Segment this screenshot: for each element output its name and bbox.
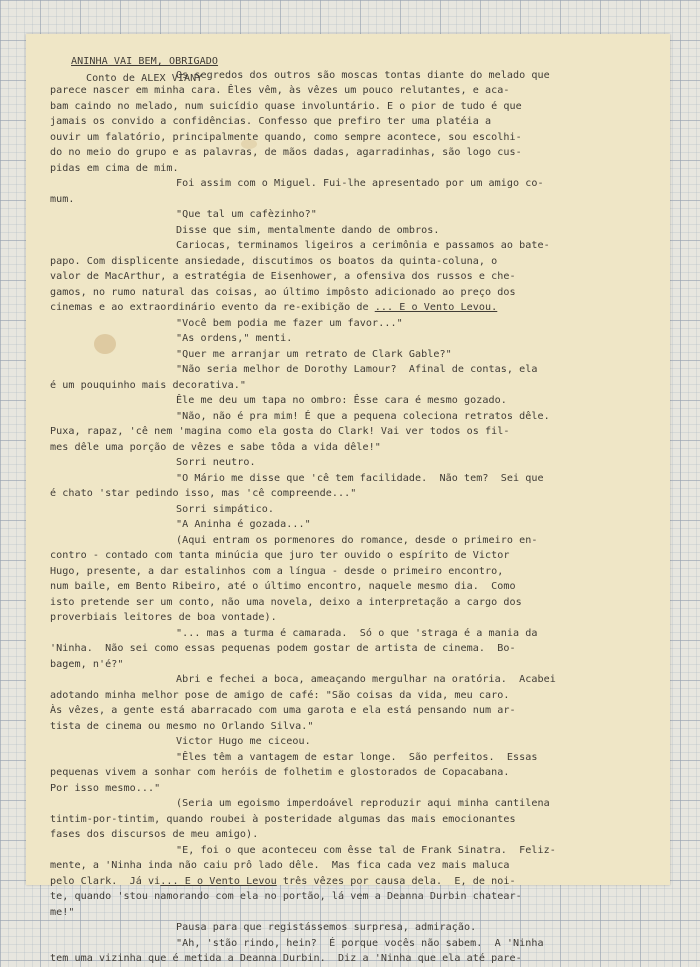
story-title: ANINHA VAI BEM, OBRIGADO [71,56,219,67]
text-line [176,347,452,363]
text-line [50,564,503,580]
text-line [50,486,356,502]
text-segment: "Quer me arranjar um retrato de Clark Gable?" [176,349,452,360]
text-line [50,595,522,611]
text-segment: Foi assim com o Miguel. Fui-lhe apresentado por um amigo co- [176,178,544,189]
text-line [50,905,75,921]
text-line [50,688,510,704]
text-line [50,719,313,735]
text-line [176,734,311,750]
text-line [50,812,516,828]
text-segment: "Não, não é pra mim! É que a pequena coleciona retratos dêle. [176,411,550,422]
text-line [176,796,550,812]
text-segment: cinemas e ao extraordinário evento da re-exibição de [50,302,375,313]
text-line [176,750,538,766]
text-segment: fases dos discursos de meu amigo). [50,829,259,840]
text-segment: tem uma vizinha que é metida a Deanna Durbin. Diz a 'Ninha que ela até pare- [50,953,522,964]
underlined-title: ... E o Vento Levou. [374,302,498,313]
text-segment: jamais os convido a confidências. Confesso que prefiro ter uma platéia a [50,116,492,127]
text-segment: "Você bem podia me fazer um favor..." [176,318,403,329]
typewritten-page [26,34,670,964]
text-line [50,548,510,564]
text-segment: Victor Hugo me ciceou. [176,736,311,747]
paper-stain [94,334,116,354]
text-segment: bagem, n'é?" [50,659,124,670]
text-segment: Puxa, rapaz, 'cê nem 'magina como ela gosta do Clark! Vai ver todos os fil- [50,426,510,437]
text-line [176,502,274,518]
text-line [176,68,550,84]
text-segment: "Que tal um cafèzinho?" [176,209,317,220]
text-segment: do no meio do grupo e as palavras, de mãos dadas, agarradinhas, são logo cus- [50,147,522,158]
text-line [50,99,522,115]
text-segment: Sorri simpático. [176,504,275,515]
text-segment: te, quando 'stou namorando com ela no portão, lá vem a Deanna Durbin chatear- [50,891,522,902]
text-line [176,843,556,859]
text-line [50,610,277,626]
text-segment: adotando minha melhor pose de amigo de café: "São coisas da vida, meu caro. [50,690,510,701]
text-segment: me!" [50,907,75,918]
text-line [176,207,317,223]
text-segment: três vêzes por causa dela. E, de noi- [276,876,516,887]
text-line [176,176,544,192]
text-segment: "... mas a turma é camarada. Só o que 'straga é a mania da [176,628,538,639]
story-byline: Conto de ALEX VIANY [86,73,203,84]
text-line [50,641,516,657]
text-segment: "Não seria melhor de Dorothy Lamour? Afinal de contas, ela [176,364,538,375]
text-line [50,657,124,673]
text-segment: "Ah, 'stão rindo, hein? É porque vocês não sabem. A 'Ninha [176,938,544,949]
text-line [50,827,258,843]
text-line [50,269,516,285]
text-line [176,238,550,254]
text-line [50,130,522,146]
text-line [50,424,510,440]
text-segment: "As ordens," menti. [176,333,293,344]
text-segment: papo. Com displicente ansiedade, discutimos os boatos da quinta-coluna, o [50,256,498,267]
text-segment: bam caindo no melado, num suicídio quase involuntário. E o pior de tudo é que [50,101,522,112]
text-line [176,672,556,688]
text-line [50,858,510,874]
text-line [50,781,160,797]
text-line [50,161,179,177]
text-line [50,192,75,208]
text-segment: isto pretende ser um conto, não uma novela, deixo a interpretação a cargo dos [50,597,522,608]
text-segment: é um pouquinho mais decorativa." [50,380,247,391]
text-line [50,889,522,905]
text-segment: pidas em cima de mim. [50,163,179,174]
text-segment: tista de cinema ou mesmo no Orlando Silva." [50,721,314,732]
text-line [50,300,497,316]
text-segment: (Seria um egoismo imperdoável reproduzir aqui minha cantilena [176,798,550,809]
text-segment: "A Aninha é gozada..." [176,519,311,530]
text-segment: pequenas vivem a sonhar com heróis de folhetim e glostorados de Copacabana. [50,767,510,778]
text-segment: Êle me deu um tapa no ombro: Êsse cara é mesmo gozado. [176,395,507,406]
text-segment: mes dêle uma porção de vêzes e sabe tôda a vida dêle!" [50,442,381,453]
text-line [50,579,516,595]
text-line [176,316,403,332]
text-segment: proverbiais leitores de boa vontade). [50,612,277,623]
text-line [50,114,491,130]
text-segment: contro - contado com tanta minúcia que juro ter ouvido o espírito de Victor [50,550,510,561]
text-line [50,951,522,967]
text-line [176,393,507,409]
text-segment: tintim-por-tintim, quando roubei à posteridade algumas das mais emocionantes [50,814,516,825]
text-segment: Cariocas, terminamos ligeiros a cerimônia e passamos ao bate- [176,240,550,251]
text-segment: mum. [50,194,75,205]
underlined-title: ... E o Vento Levou [160,876,277,887]
text-segment: Sorri neutro. [176,457,256,468]
text-segment: ouvir um falatório, principalmente quando, como sempre acontece, sou escolhi- [50,132,522,143]
text-segment: pelo Clark. Já vi [50,876,161,887]
text-segment: "O Mário me disse que 'cê tem facilidade. Não tem? Sei que [176,473,544,484]
text-line [50,378,246,394]
text-line [176,409,550,425]
text-segment: Os segredos dos outros são moscas tontas diante do melado que [176,70,550,81]
text-line [50,83,510,99]
text-line [176,223,439,239]
text-line [176,471,544,487]
text-line [176,936,544,952]
text-line [50,285,516,301]
text-segment: (Aqui entram os pormenores do romance, desde o primeiro en- [176,535,538,546]
text-line [176,517,311,533]
text-segment: Disse que sim, mentalmente dando de ombros. [176,225,440,236]
text-segment: Abri e fechei a boca, ameaçando mergulhar na oratória. Acabei [176,674,556,685]
text-line [50,874,516,890]
text-segment: parece nascer em minha cara. Êles vêm, às vêzes um pouco relutantes, e aca- [50,85,510,96]
text-segment: 'Ninha. Não sei como essas pequenas podem gostar de artista de cinema. Bo- [50,643,516,654]
text-line [50,703,516,719]
text-segment: gamos, no rumo natural das coisas, ao último impôsto adicionado ao preço dos [50,287,516,298]
text-segment: Pausa para que registássemos surpresa, admiração. [176,922,477,933]
text-line [50,145,522,161]
text-segment: mente, a 'Ninha inda não caiu prô lado dêle. Mas fica cada vez mais maluca [50,860,510,871]
text-segment: Hugo, presente, a dar estalinhos com a língua - desde o primeiro encontro, [50,566,504,577]
text-segment: num baile, em Bento Ribeiro, até o último encontro, naquele mesmo dia. Como [50,581,516,592]
text-line [176,533,538,549]
text-segment: Por isso mesmo..." [50,783,161,794]
text-segment: Às vêzes, a gente está abarracado com uma garota e ela está pensando num ar- [50,705,516,716]
text-line [176,331,292,347]
text-segment: valor de MacArthur, a estratégia de Eisenhower, a ofensiva dos russos e che- [50,271,516,282]
text-line [176,455,256,471]
text-line [176,362,538,378]
text-line [50,254,497,270]
text-segment: "Êles têm a vantagem de estar longe. São perfeitos. Essas [176,752,538,763]
text-line [50,440,381,456]
text-line [176,920,476,936]
text-segment: "E, foi o que aconteceu com êsse tal de Frank Sinatra. Feliz- [176,845,556,856]
text-line [176,626,538,642]
text-segment: é chato 'star pedindo isso, mas 'cê compreende..." [50,488,357,499]
text-line [50,765,510,781]
